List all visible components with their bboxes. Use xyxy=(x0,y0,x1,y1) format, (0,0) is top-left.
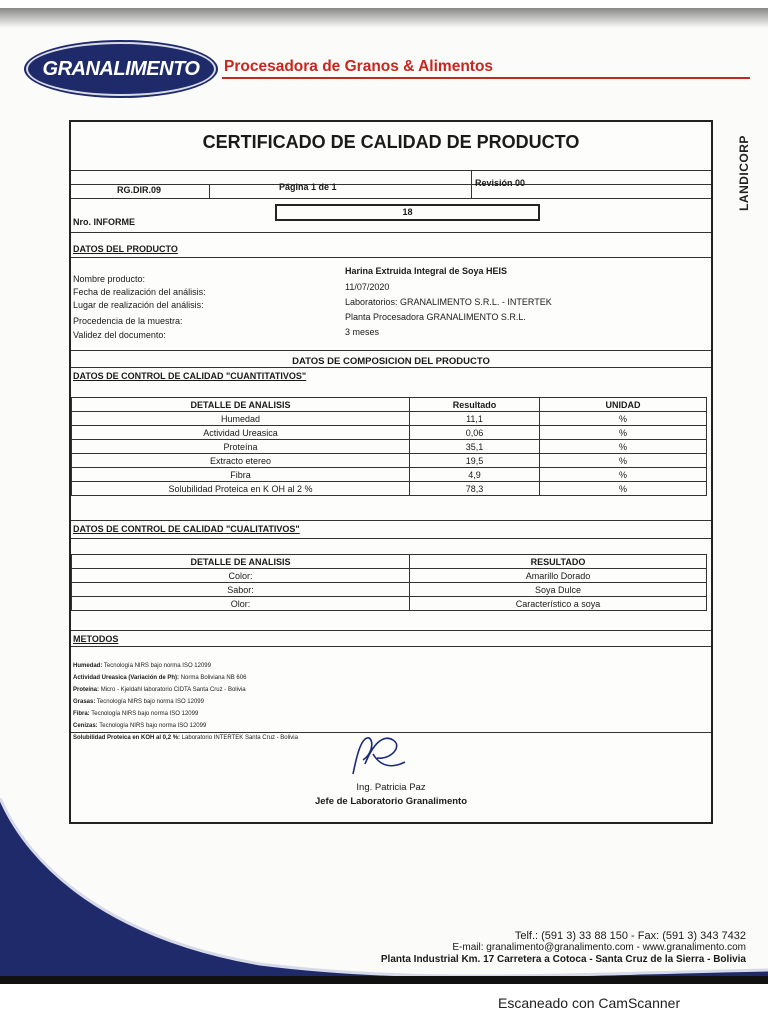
divider xyxy=(209,184,210,198)
product-value: 3 meses xyxy=(345,327,380,337)
scan-bottom-edge xyxy=(0,976,768,984)
table-row xyxy=(72,583,707,597)
analysis-result: 35,1 xyxy=(410,440,540,454)
document-code: RG.DIR.09 xyxy=(117,185,162,195)
divider xyxy=(71,257,711,258)
method-key: Humedad: xyxy=(73,663,103,669)
landicorp-logo xyxy=(732,128,752,224)
attribute-name: Olor: xyxy=(72,597,410,611)
certificate-frame xyxy=(69,120,713,824)
column-header: DETALLE DE ANALISIS xyxy=(72,555,410,569)
divider xyxy=(71,367,711,368)
granalimento-logo xyxy=(26,42,216,96)
table-header-row xyxy=(72,555,707,569)
product-value: 11/07/2020 xyxy=(345,282,390,292)
attribute-name: Color: xyxy=(72,569,410,583)
product-value: Planta Procesadora GRANALIMENTO S.R.L. xyxy=(345,312,526,322)
attribute-result: Amarillo Dorado xyxy=(410,569,707,583)
column-header: RESULTADO xyxy=(410,555,707,569)
table-row xyxy=(72,569,707,583)
divider xyxy=(71,732,711,733)
table-row xyxy=(72,597,707,611)
divider xyxy=(71,538,711,539)
qual-section-title: DATOS DE CONTROL DE CALIDAD "CUALITATIVOS" xyxy=(73,524,300,534)
company-tagline: Procesadora de Granos & Alimentos xyxy=(224,58,494,75)
quantitative-table xyxy=(71,397,707,496)
analysis-result: 0,06 xyxy=(410,426,540,440)
product-section-title: DATOS DEL PRODUCTO xyxy=(73,244,178,254)
camscanner-watermark: Escaneado con CamScanner xyxy=(498,995,681,1011)
divider xyxy=(71,350,711,351)
method-text: Laboratorio INTERTEK Santa Cruz - Bolivia xyxy=(181,735,298,741)
product-label: Fecha de realización del análisis: xyxy=(73,287,206,297)
table-row xyxy=(72,482,707,496)
analysis-result: 78,3 xyxy=(410,482,540,496)
analysis-unit: % xyxy=(540,482,707,496)
product-label: Lugar de realización del análisis: xyxy=(73,300,204,310)
analysis-unit: % xyxy=(540,468,707,482)
qualitative-table xyxy=(71,554,707,611)
method-key: Cenizas: xyxy=(73,723,98,729)
divider xyxy=(71,520,711,521)
method-line xyxy=(73,672,298,684)
method-line xyxy=(73,696,298,708)
analysis-name: Solubilidad Proteica en K OH al 2 % xyxy=(72,482,410,496)
method-text: Tecnología NIRS bajo norma ISO 12099 xyxy=(103,663,211,669)
signature-image xyxy=(343,734,413,778)
analysis-result: 11,1 xyxy=(410,412,540,426)
quant-section-title: DATOS DE CONTROL DE CALIDAD "CUANTITATIVOS" xyxy=(73,371,307,381)
scan-edge-shadow xyxy=(0,8,768,28)
table-header-row xyxy=(72,398,707,412)
analysis-unit: % xyxy=(540,426,707,440)
attribute-result: Característico a soya xyxy=(410,597,707,611)
method-line xyxy=(73,660,298,672)
revision: Revisión 00 xyxy=(475,178,526,188)
logo-text: GRANALIMENTO xyxy=(42,58,200,80)
method-text: Tecnología NIRS bajo norma ISO 12099 xyxy=(99,723,207,729)
analysis-unit: % xyxy=(540,440,707,454)
product-label: Validez del documento: xyxy=(73,330,166,340)
method-text: Tecnología NIRS bajo norma ISO 12099 xyxy=(91,711,199,717)
footer-email: E-mail: granalimento@granalimento.com - www.granalimento.com xyxy=(452,942,746,953)
method-key: Fibra: xyxy=(73,711,90,717)
signer-name: Ing. Patricia Paz xyxy=(356,782,426,793)
product-value: Harina Extruida Integral de Soya HEIS xyxy=(345,266,508,276)
analysis-name: Proteína xyxy=(72,440,410,454)
analysis-name: Humedad xyxy=(72,412,410,426)
method-line xyxy=(73,732,298,744)
divider xyxy=(71,170,711,171)
method-text: Micro - Kjeldahl laboratorio CIDTA Santa Cruz - Bolivia xyxy=(100,687,246,693)
column-header: Resultado xyxy=(410,398,540,412)
table-row xyxy=(72,412,707,426)
divider xyxy=(71,184,711,185)
attribute-name: Sabor: xyxy=(72,583,410,597)
table-row xyxy=(72,440,707,454)
side-logo-text: LANDICORP xyxy=(737,135,751,211)
table-row xyxy=(72,468,707,482)
divider xyxy=(71,646,711,647)
informe-label: Nro. INFORME xyxy=(73,217,135,227)
analysis-result: 4,9 xyxy=(410,468,540,482)
page-number: Página 1 de 1 xyxy=(279,182,337,192)
product-value: Laboratorios: GRANALIMENTO S.R.L. - INTERTEK xyxy=(345,297,552,307)
signer-role: Jefe de Laboratorio Granalimento xyxy=(314,796,468,807)
scanned-page xyxy=(0,8,768,984)
method-line xyxy=(73,684,298,696)
analysis-unit: % xyxy=(540,412,707,426)
method-text: Tecnología NIRS bajo norma ISO 12099 xyxy=(96,699,204,705)
footer-address: Planta Industrial Km. 17 Carretera a Cotoca - Santa Cruz de la Sierra - Bolivia xyxy=(380,954,746,965)
divider xyxy=(71,198,711,199)
method-key: Actividad Ureasica (Variación de Ph): xyxy=(73,675,180,681)
table-row xyxy=(72,426,707,440)
informe-number: 18 xyxy=(275,204,540,221)
product-label: Procedencia de la muestra: xyxy=(73,316,183,326)
divider xyxy=(71,232,711,233)
footer-phone: Telf.: (591 3) 33 88 150 - Fax: (591 3) 343 7432 xyxy=(514,930,746,942)
divider xyxy=(471,170,472,198)
method-key: Proteína: xyxy=(73,687,100,693)
table-row xyxy=(72,454,707,468)
certificate-title: CERTIFICADO DE CALIDAD DE PRODUCTO xyxy=(202,132,580,152)
method-text: Norma Boliviana NB 606 xyxy=(180,675,247,681)
method-line xyxy=(73,720,298,732)
column-header: UNIDAD xyxy=(540,398,707,412)
analysis-result: 19,5 xyxy=(410,454,540,468)
analysis-name: Extracto etereo xyxy=(72,454,410,468)
attribute-result: Soya Dulce xyxy=(410,583,707,597)
method-key: Grasas: xyxy=(73,699,96,705)
analysis-unit: % xyxy=(540,454,707,468)
column-header: DETALLE DE ANALISIS xyxy=(72,398,410,412)
divider xyxy=(71,630,711,631)
methods-title: METODOS xyxy=(73,634,119,644)
method-key: Solubilidad Proteica en KOH al 0,2 %: xyxy=(73,735,181,741)
product-label: Nombre producto: xyxy=(73,274,146,284)
analysis-name: Fibra xyxy=(72,468,410,482)
header-divider xyxy=(222,77,750,79)
composition-title: DATOS DE COMPOSICION DEL PRODUCTO xyxy=(292,356,490,367)
analysis-name: Actividad Ureasica xyxy=(72,426,410,440)
method-line xyxy=(73,708,298,720)
